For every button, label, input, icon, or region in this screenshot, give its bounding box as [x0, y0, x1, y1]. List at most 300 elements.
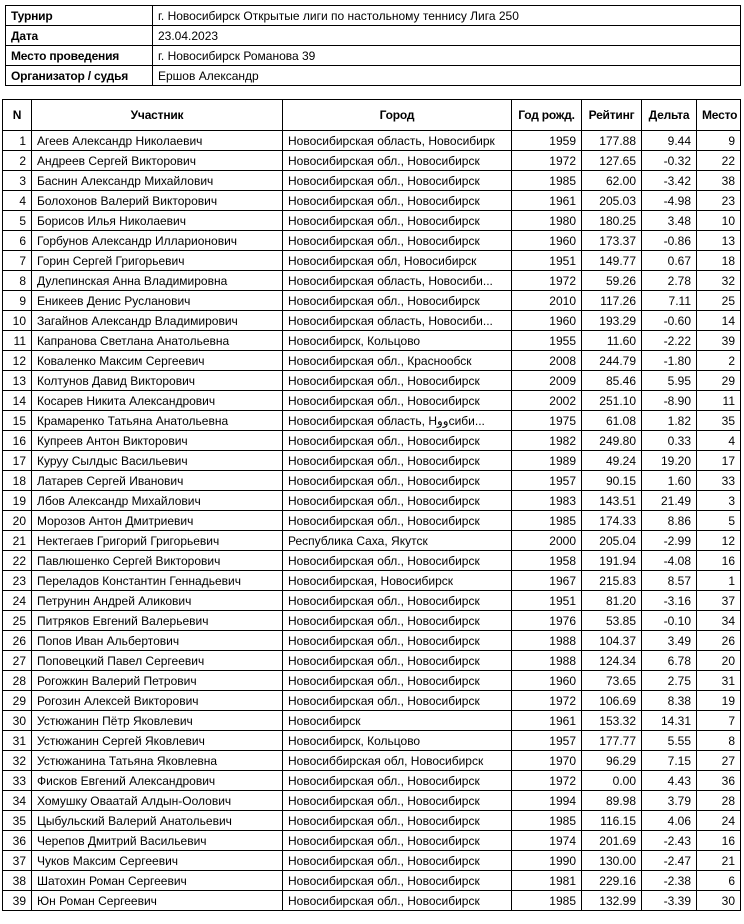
cell-birth-year: 1970 [512, 751, 582, 771]
table-row [3, 691, 741, 711]
info-row-organizer [6, 66, 741, 86]
cell-birth-year: 1959 [512, 131, 582, 151]
cell-number: 19 [3, 491, 32, 511]
cell-city: Новосибирская обл., Новосибирск [283, 591, 512, 611]
cell-rating: 132.99 [582, 891, 642, 911]
cell-city: Новосибирская обл., Новосибирск [283, 671, 512, 691]
table-row [3, 131, 741, 151]
table-row [3, 231, 741, 251]
cell-city: Новосибирская обл., Новосибирск [283, 831, 512, 851]
cell-place: 13 [697, 231, 741, 251]
cell-city: Новосибирск [283, 711, 512, 731]
cell-place: 5 [697, 511, 741, 531]
cell-participant: Устюжанина Татьяна Яковлевна [32, 751, 283, 771]
cell-birth-year: 1951 [512, 591, 582, 611]
cell-participant: Цыбульский Валерий Анатольевич [32, 811, 283, 831]
cell-delta: -2.99 [642, 531, 697, 551]
cell-number: 33 [3, 771, 32, 791]
cell-place: 39 [697, 331, 741, 351]
cell-city: Новосибирская обл., Новосибирск [283, 851, 512, 871]
cell-city: Новосибирская область, Новосибирк [283, 131, 512, 151]
cell-number: 24 [3, 591, 32, 611]
table-row [3, 191, 741, 211]
info-label-tournament: Турнир [6, 6, 153, 26]
cell-participant: Коваленко Максим Сергеевич [32, 351, 283, 371]
info-value-organizer: Ершов Александр [153, 66, 741, 86]
cell-number: 37 [3, 851, 32, 871]
cell-delta: 14.31 [642, 711, 697, 731]
cell-participant: Дулепинская Анна Владимировна [32, 271, 283, 291]
cell-place: 26 [697, 631, 741, 651]
table-row [3, 871, 741, 891]
table-row [3, 451, 741, 471]
cell-birth-year: 1994 [512, 791, 582, 811]
table-row [3, 891, 741, 911]
cell-city: Новосибирская область, Новосиби... [283, 271, 512, 291]
cell-number: 26 [3, 631, 32, 651]
info-row-venue [6, 46, 741, 66]
table-row [3, 591, 741, 611]
cell-delta: 1.60 [642, 471, 697, 491]
cell-delta: 8.57 [642, 571, 697, 591]
cell-rating: 229.16 [582, 871, 642, 891]
cell-birth-year: 1974 [512, 831, 582, 851]
cell-place: 2 [697, 351, 741, 371]
cell-delta: -1.80 [642, 351, 697, 371]
cell-participant: Борисов Илья Николаевич [32, 211, 283, 231]
results-table-body [3, 131, 741, 911]
table-row [3, 391, 741, 411]
cell-city: Новосибирск, Кольцово [283, 331, 512, 351]
cell-rating: 201.69 [582, 831, 642, 851]
cell-participant: Шатохин Роман Сергеевич [32, 871, 283, 891]
cell-participant: Переладов Константин Геннадьевич [32, 571, 283, 591]
cell-birth-year: 1981 [512, 871, 582, 891]
cell-delta: -0.32 [642, 151, 697, 171]
cell-number: 21 [3, 531, 32, 551]
cell-place: 9 [697, 131, 741, 151]
cell-participant: Устюжанин Сергей Яковлевич [32, 731, 283, 751]
cell-place: 16 [697, 551, 741, 571]
table-row [3, 171, 741, 191]
cell-place: 27 [697, 751, 741, 771]
cell-rating: 193.29 [582, 311, 642, 331]
cell-number: 13 [3, 371, 32, 391]
cell-birth-year: 1960 [512, 671, 582, 691]
cell-place: 37 [697, 591, 741, 611]
cell-number: 17 [3, 451, 32, 471]
cell-city: Новосиббирская обл, Новосибирск [283, 751, 512, 771]
cell-delta: -3.39 [642, 891, 697, 911]
cell-rating: 0.00 [582, 771, 642, 791]
table-row [3, 431, 741, 451]
cell-rating: 104.37 [582, 631, 642, 651]
cell-city: Новосибирская обл., Новосибирск [283, 431, 512, 451]
cell-delta: -3.16 [642, 591, 697, 611]
cell-rating: 173.37 [582, 231, 642, 251]
cell-participant: Нектегаев Григорий Григорьевич [32, 531, 283, 551]
cell-birth-year: 1960 [512, 311, 582, 331]
cell-number: 11 [3, 331, 32, 351]
cell-birth-year: 1957 [512, 731, 582, 751]
cell-place: 20 [697, 651, 741, 671]
cell-rating: 177.88 [582, 131, 642, 151]
cell-city: Новосибирская, Новосибирск [283, 571, 512, 591]
cell-city: Новосибирская обл., Новосибирск [283, 171, 512, 191]
cell-city: Новосибирская обл., Новосибирск [283, 451, 512, 471]
cell-city: Новосибирск, Кольцово [283, 731, 512, 751]
column-header-number: N [3, 100, 32, 131]
cell-participant: Латарев Сергей Иванович [32, 471, 283, 491]
info-label-organizer: Организатор / судья [6, 66, 153, 86]
cell-city: Новосибирская обл., Новосибирск [283, 691, 512, 711]
cell-number: 9 [3, 291, 32, 311]
cell-delta: 3.49 [642, 631, 697, 651]
cell-delta: -2.47 [642, 851, 697, 871]
cell-delta: -0.10 [642, 611, 697, 631]
table-row [3, 751, 741, 771]
cell-birth-year: 1955 [512, 331, 582, 351]
cell-place: 12 [697, 531, 741, 551]
cell-place: 17 [697, 451, 741, 471]
cell-number: 36 [3, 831, 32, 851]
cell-number: 16 [3, 431, 32, 451]
cell-birth-year: 1967 [512, 571, 582, 591]
cell-birth-year: 1985 [512, 891, 582, 911]
cell-birth-year: 1957 [512, 471, 582, 491]
info-row-tournament [6, 6, 741, 26]
cell-delta: 3.79 [642, 791, 697, 811]
cell-number: 28 [3, 671, 32, 691]
cell-rating: 249.80 [582, 431, 642, 451]
table-row [3, 471, 741, 491]
table-row [3, 711, 741, 731]
cell-rating: 61.08 [582, 411, 642, 431]
cell-place: 38 [697, 171, 741, 191]
cell-rating: 90.15 [582, 471, 642, 491]
cell-place: 35 [697, 411, 741, 431]
cell-city: Новосибирская обл., Новосибирск [283, 611, 512, 631]
info-value-date: 23.04.2023 [153, 26, 741, 46]
cell-rating: 62.00 [582, 171, 642, 191]
table-row [3, 211, 741, 231]
cell-delta: -4.98 [642, 191, 697, 211]
cell-birth-year: 1975 [512, 411, 582, 431]
cell-delta: 9.44 [642, 131, 697, 151]
table-row [3, 671, 741, 691]
cell-participant: Попов Иван Альбертович [32, 631, 283, 651]
cell-place: 18 [697, 251, 741, 271]
cell-place: 14 [697, 311, 741, 331]
cell-birth-year: 1972 [512, 151, 582, 171]
cell-number: 12 [3, 351, 32, 371]
cell-place: 6 [697, 871, 741, 891]
cell-participant: Горин Сергей Григорьевич [32, 251, 283, 271]
cell-birth-year: 2000 [512, 531, 582, 551]
cell-delta: -2.38 [642, 871, 697, 891]
cell-delta: 5.95 [642, 371, 697, 391]
cell-place: 10 [697, 211, 741, 231]
cell-number: 2 [3, 151, 32, 171]
column-header-rating: Рейтинг [582, 100, 642, 131]
cell-number: 3 [3, 171, 32, 191]
cell-rating: 124.34 [582, 651, 642, 671]
cell-birth-year: 1988 [512, 651, 582, 671]
cell-place: 3 [697, 491, 741, 511]
results-table [2, 99, 741, 911]
cell-number: 22 [3, 551, 32, 571]
cell-rating: 251.10 [582, 391, 642, 411]
cell-rating: 127.65 [582, 151, 642, 171]
cell-number: 20 [3, 511, 32, 531]
cell-birth-year: 1985 [512, 171, 582, 191]
cell-city: Новосибирская область, Нووсиби... [283, 411, 512, 431]
cell-place: 25 [697, 291, 741, 311]
cell-city: Новосибирская обл., Новосибирск [283, 231, 512, 251]
cell-delta: 1.82 [642, 411, 697, 431]
cell-rating: 177.77 [582, 731, 642, 751]
cell-birth-year: 2008 [512, 351, 582, 371]
cell-birth-year: 1960 [512, 231, 582, 251]
cell-rating: 106.69 [582, 691, 642, 711]
cell-participant: Болохонов Валерий Викторович [32, 191, 283, 211]
cell-rating: 85.46 [582, 371, 642, 391]
cell-delta: -8.90 [642, 391, 697, 411]
cell-number: 30 [3, 711, 32, 731]
cell-number: 8 [3, 271, 32, 291]
cell-rating: 130.00 [582, 851, 642, 871]
cell-number: 6 [3, 231, 32, 251]
table-row [3, 311, 741, 331]
cell-place: 33 [697, 471, 741, 491]
cell-participant: Петрунин Андрей Аликович [32, 591, 283, 611]
table-row [3, 251, 741, 271]
table-row [3, 811, 741, 831]
cell-city: Новосибирская обл., Новосибирск [283, 291, 512, 311]
cell-delta: 21.49 [642, 491, 697, 511]
cell-number: 27 [3, 651, 32, 671]
info-row-date [6, 26, 741, 46]
cell-birth-year: 1982 [512, 431, 582, 451]
cell-delta: 4.06 [642, 811, 697, 831]
cell-participant: Колтунов Давид Викторович [32, 371, 283, 391]
cell-delta: -3.42 [642, 171, 697, 191]
cell-delta: 0.33 [642, 431, 697, 451]
cell-city: Новосибирская обл., Новосибирск [283, 371, 512, 391]
cell-number: 4 [3, 191, 32, 211]
cell-rating: 116.15 [582, 811, 642, 831]
cell-number: 32 [3, 751, 32, 771]
table-row [3, 291, 741, 311]
cell-city: Новосибирская область, Новосиби... [283, 311, 512, 331]
cell-birth-year: 1983 [512, 491, 582, 511]
cell-rating: 205.03 [582, 191, 642, 211]
cell-number: 5 [3, 211, 32, 231]
cell-place: 19 [697, 691, 741, 711]
cell-participant: Павлюшенко Сергей Викторович [32, 551, 283, 571]
cell-participant: Фисков Евгений Александрович [32, 771, 283, 791]
cell-birth-year: 1951 [512, 251, 582, 271]
cell-birth-year: 1976 [512, 611, 582, 631]
cell-delta: -4.08 [642, 551, 697, 571]
cell-place: 34 [697, 611, 741, 631]
table-row [3, 531, 741, 551]
table-row [3, 411, 741, 431]
column-header-city: Город [283, 100, 512, 131]
cell-city: Новосибирская обл., Новосибирск [283, 191, 512, 211]
cell-number: 7 [3, 251, 32, 271]
cell-rating: 73.65 [582, 671, 642, 691]
cell-birth-year: 2002 [512, 391, 582, 411]
cell-place: 22 [697, 151, 741, 171]
cell-delta: 6.78 [642, 651, 697, 671]
table-row [3, 551, 741, 571]
cell-birth-year: 1988 [512, 631, 582, 651]
cell-place: 7 [697, 711, 741, 731]
table-row [3, 491, 741, 511]
cell-city: Новосибирская обл., Новосибирск [283, 631, 512, 651]
cell-city: Новосибирская обл., Новосибирск [283, 891, 512, 911]
cell-city: Новосибирская обл., Новосибирск [283, 791, 512, 811]
cell-number: 38 [3, 871, 32, 891]
cell-delta: 4.43 [642, 771, 697, 791]
cell-rating: 180.25 [582, 211, 642, 231]
cell-place: 24 [697, 811, 741, 831]
table-row [3, 611, 741, 631]
cell-participant: Куруу Сылдыс Васильевич [32, 451, 283, 471]
cell-place: 11 [697, 391, 741, 411]
table-row [3, 851, 741, 871]
info-label-date: Дата [6, 26, 153, 46]
cell-rating: 174.33 [582, 511, 642, 531]
table-row [3, 271, 741, 291]
cell-number: 34 [3, 791, 32, 811]
cell-number: 35 [3, 811, 32, 831]
cell-delta: 8.38 [642, 691, 697, 711]
cell-participant: Юн Роман Сергеевич [32, 891, 283, 911]
cell-number: 1 [3, 131, 32, 151]
cell-rating: 215.83 [582, 571, 642, 591]
column-header-participant: Участник [32, 100, 283, 131]
cell-place: 1 [697, 571, 741, 591]
cell-place: 29 [697, 371, 741, 391]
tournament-info-table [5, 5, 741, 86]
cell-number: 29 [3, 691, 32, 711]
cell-place: 32 [697, 271, 741, 291]
cell-delta: 5.55 [642, 731, 697, 751]
cell-delta: 7.15 [642, 751, 697, 771]
cell-delta: -0.60 [642, 311, 697, 331]
cell-number: 14 [3, 391, 32, 411]
cell-rating: 53.85 [582, 611, 642, 631]
cell-participant: Косарев Никита Александрович [32, 391, 283, 411]
table-row [3, 331, 741, 351]
cell-city: Новосибирская обл., Новосибирск [283, 551, 512, 571]
tournament-info-body [6, 6, 741, 86]
cell-rating: 191.94 [582, 551, 642, 571]
cell-participant: Рогозин Алексей Викторович [32, 691, 283, 711]
cell-number: 31 [3, 731, 32, 751]
cell-delta: -0.86 [642, 231, 697, 251]
cell-birth-year: 1985 [512, 811, 582, 831]
cell-delta: 0.67 [642, 251, 697, 271]
table-row [3, 771, 741, 791]
table-row [3, 571, 741, 591]
cell-participant: Баснин Александр Михайлович [32, 171, 283, 191]
cell-participant: Купреев Антон Викторович [32, 431, 283, 451]
cell-city: Новосибирская обл., Новосибирск [283, 391, 512, 411]
cell-participant: Загайнов Александр Владимирович [32, 311, 283, 331]
cell-city: Новосибирская обл., Новосибирск [283, 811, 512, 831]
cell-rating: 11.60 [582, 331, 642, 351]
cell-rating: 89.98 [582, 791, 642, 811]
cell-place: 28 [697, 791, 741, 811]
table-row [3, 371, 741, 391]
cell-delta: -2.22 [642, 331, 697, 351]
cell-city: Новосибирская обл., Новосибирск [283, 651, 512, 671]
info-value-venue: г. Новосибирск Романова 39 [153, 46, 741, 66]
cell-birth-year: 2010 [512, 291, 582, 311]
cell-participant: Хомушку Оваатай Алдын-Оолович [32, 791, 283, 811]
header-row [3, 100, 741, 131]
cell-birth-year: 1985 [512, 511, 582, 531]
table-row [3, 731, 741, 751]
cell-city: Новосибирская обл., Новосибирск [283, 211, 512, 231]
cell-participant: Еникеев Денис Русланович [32, 291, 283, 311]
cell-participant: Агеев Александр Николаевич [32, 131, 283, 151]
cell-participant: Черепов Дмитрий Васильевич [32, 831, 283, 851]
cell-delta: -2.43 [642, 831, 697, 851]
cell-place: 8 [697, 731, 741, 751]
cell-participant: Рогожкин Валерий Петрович [32, 671, 283, 691]
cell-rating: 96.29 [582, 751, 642, 771]
cell-number: 15 [3, 411, 32, 431]
cell-rating: 149.77 [582, 251, 642, 271]
info-label-venue: Место проведения [6, 46, 153, 66]
cell-birth-year: 1961 [512, 191, 582, 211]
cell-city: Новосибирская обл., Новосибирск [283, 511, 512, 531]
table-row [3, 151, 741, 171]
cell-participant: Андреев Сергей Викторович [32, 151, 283, 171]
cell-place: 21 [697, 851, 741, 871]
cell-number: 39 [3, 891, 32, 911]
cell-rating: 244.79 [582, 351, 642, 371]
cell-birth-year: 2009 [512, 371, 582, 391]
cell-rating: 59.26 [582, 271, 642, 291]
cell-city: Новосибирская обл., Новосибирск [283, 771, 512, 791]
cell-city: Новосибирская обл., Новосибирск [283, 471, 512, 491]
cell-participant: Питряков Евгений Валерьевич [32, 611, 283, 631]
cell-birth-year: 1972 [512, 691, 582, 711]
cell-birth-year: 1972 [512, 771, 582, 791]
cell-place: 30 [697, 891, 741, 911]
cell-participant: Горбунов Александр Илларионович [32, 231, 283, 251]
cell-delta: 3.48 [642, 211, 697, 231]
cell-number: 25 [3, 611, 32, 631]
table-row [3, 511, 741, 531]
cell-place: 23 [697, 191, 741, 211]
cell-number: 23 [3, 571, 32, 591]
cell-participant: Крамаренко Татьяна Анатольевна [32, 411, 283, 431]
cell-birth-year: 1990 [512, 851, 582, 871]
cell-participant: Лбов Александр Михайлович [32, 491, 283, 511]
table-row [3, 831, 741, 851]
cell-rating: 205.04 [582, 531, 642, 551]
cell-place: 16 [697, 831, 741, 851]
cell-participant: Морозов Антон Дмитриевич [32, 511, 283, 531]
cell-rating: 117.26 [582, 291, 642, 311]
table-row [3, 351, 741, 371]
